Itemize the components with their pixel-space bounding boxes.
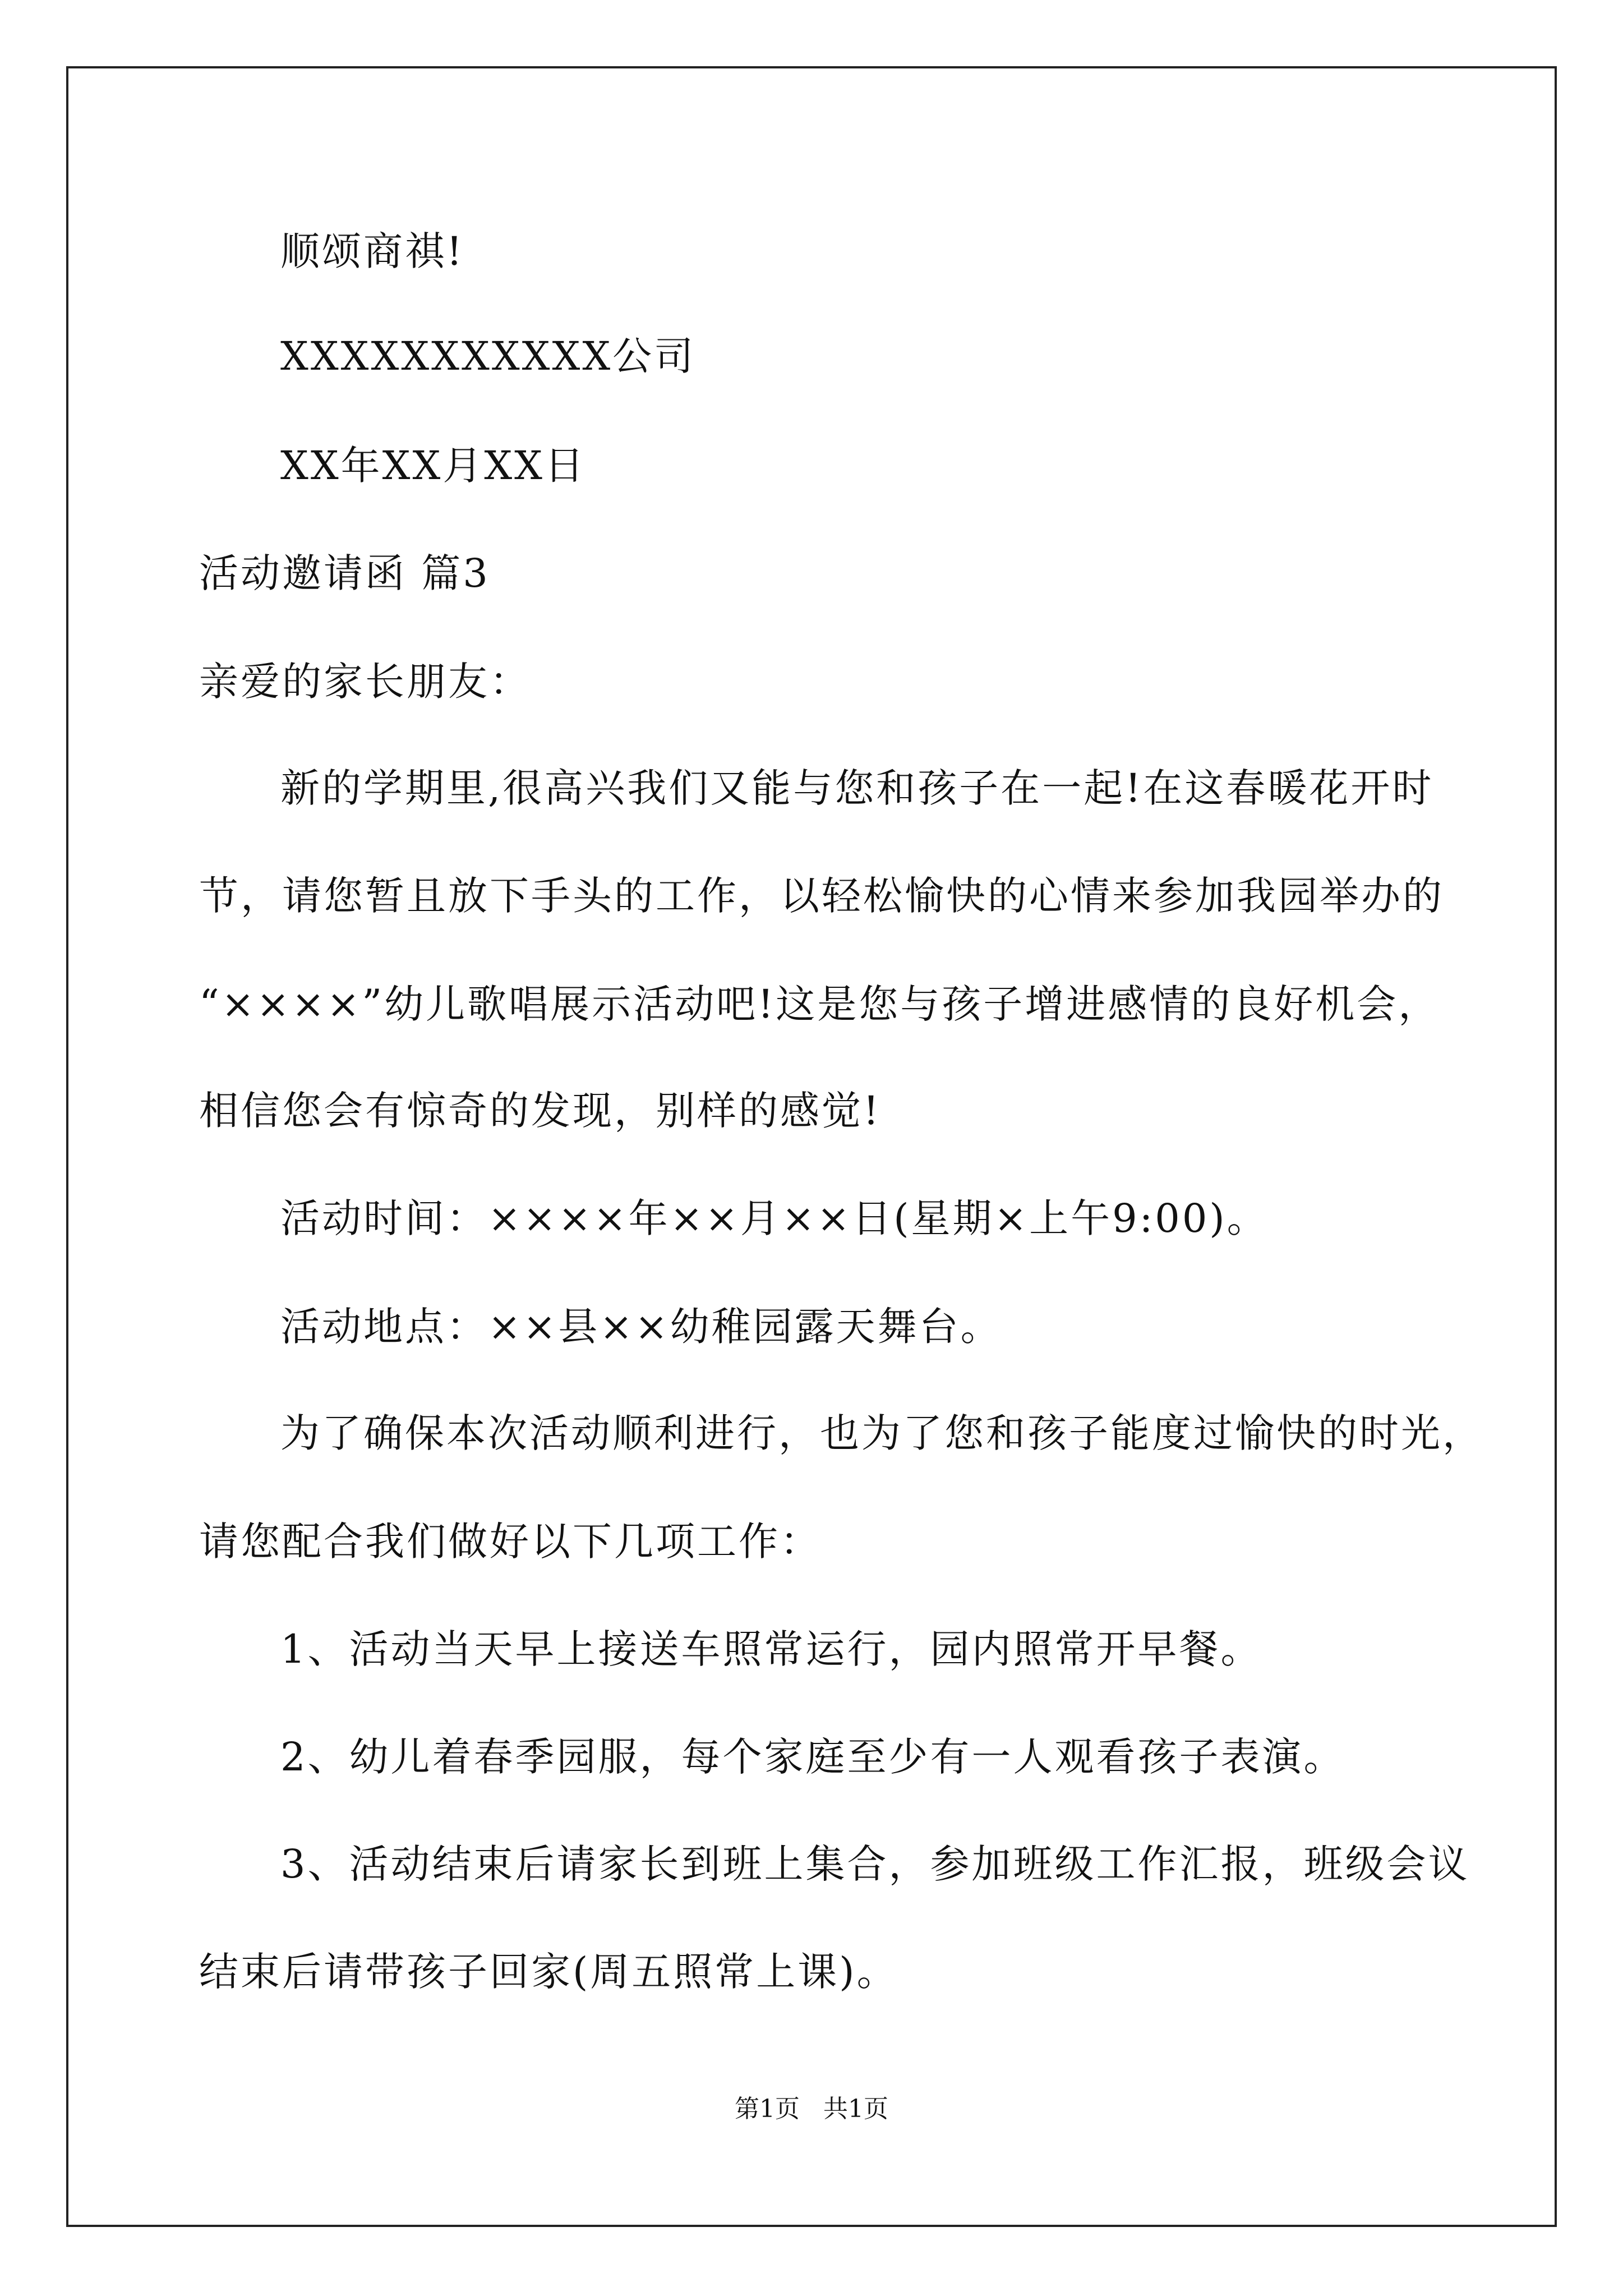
body-paragraph-line: “××××”幼儿歌唱展示活动吧!这是您与孩子增进感情的良好机会， — [199, 981, 1440, 1027]
page-number-footer: 第1页 共1页 — [735, 2095, 888, 2123]
body-paragraph-line: 节，请您暂且放下手头的工作，以轻松愉快的心情来参加我园举办的 — [199, 873, 1444, 919]
signature-date: XX年XX月XX日 — [280, 443, 587, 489]
list-item: 3、活动结束后请家长到班上集合，参加班级工作汇报，班级会议 — [280, 1841, 1470, 1887]
section-heading: 活动邀请函 篇3 — [199, 550, 490, 596]
event-location: 活动地点：××县××幼稚园露天舞台。 — [280, 1304, 1002, 1350]
company-signature: XXXXXXXXXXX公司 — [280, 333, 696, 379]
list-item-continuation: 结束后请带孩子回家(周五照常上课)。 — [199, 1949, 898, 1995]
body-paragraph-line: 相信您会有惊奇的发现，别样的感觉! — [199, 1088, 882, 1134]
event-time: 活动时间：××××年××月××日(星期×上午9:00)。 — [280, 1195, 1269, 1241]
closing-salutation: 顺颂商祺! — [280, 228, 465, 274]
list-item: 1、活动当天早上接送车照常运行，园内照常开早餐。 — [280, 1626, 1262, 1672]
list-item: 2、幼儿着春季园服，每个家庭至少有一人观看孩子表演。 — [280, 1734, 1345, 1780]
body-paragraph-line: 请您配合我们做好以下几项工作： — [199, 1519, 822, 1565]
greeting: 亲爱的家长朋友： — [199, 659, 531, 705]
body-paragraph-line: 新的学期里,很高兴我们又能与您和孩子在一起!在这春暖花开时 — [280, 765, 1434, 811]
page-border — [66, 66, 1557, 2227]
body-paragraph-line: 为了确保本次活动顺利进行，也为了您和孩子能度过愉快的时光， — [280, 1410, 1484, 1456]
